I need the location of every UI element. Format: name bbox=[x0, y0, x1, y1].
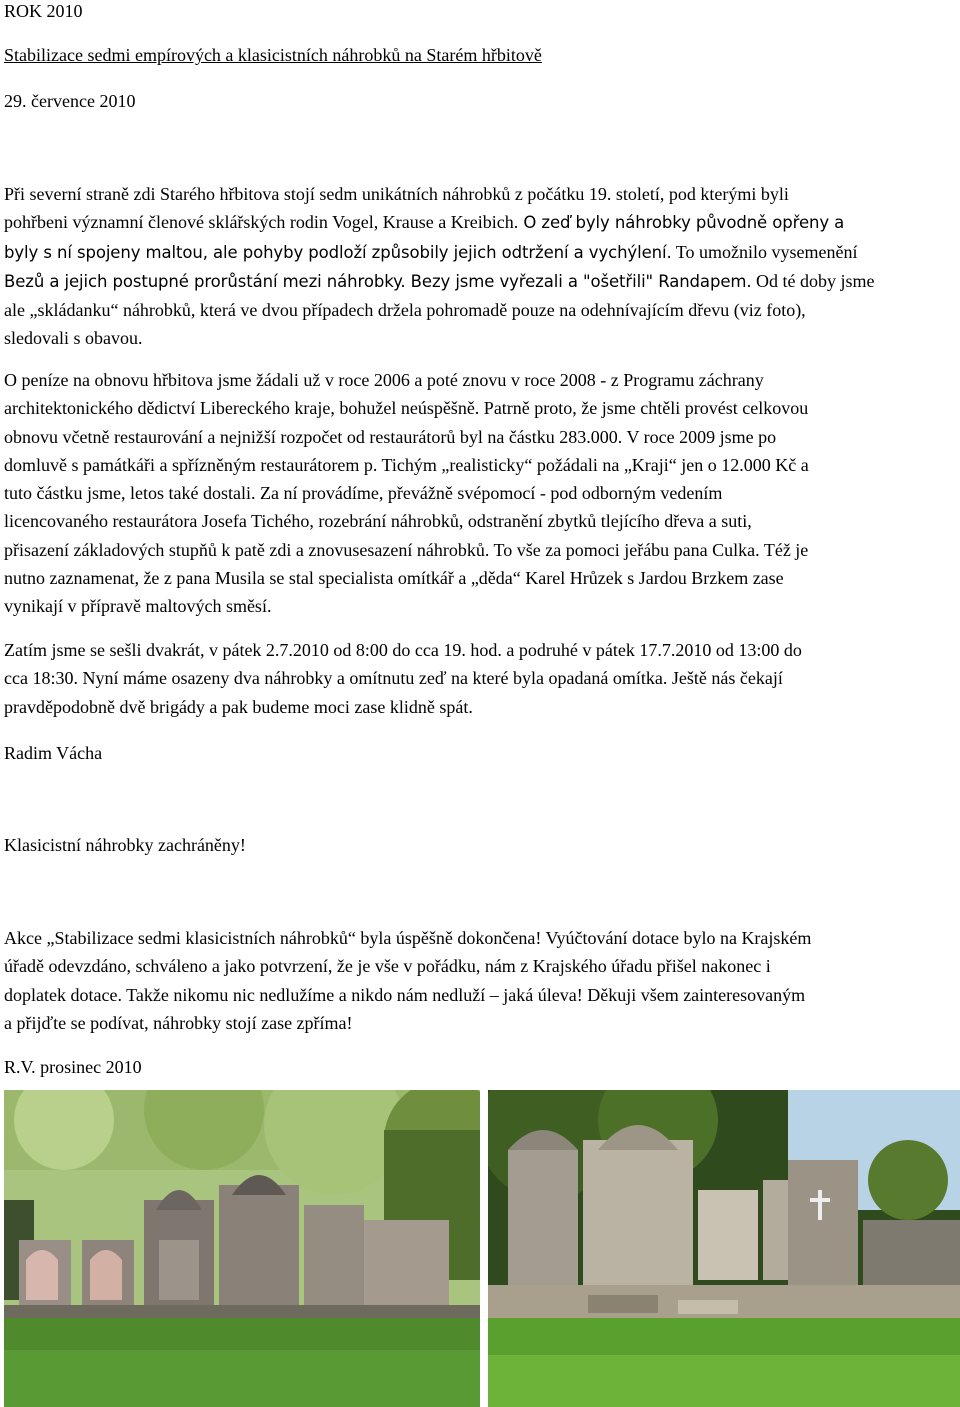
intro-line-4a: Bezů a jejich postupné prorůstání mezi náhrobky. Bezy jsme vyřezali a "ošetřili" Randapem. bbox=[4, 271, 752, 291]
intro-line-5: ale „skládanku“ náhrobků, která ve dvou případech držela pohromadě pouze na odehnívajícím dřevu (viz foto), bbox=[4, 300, 806, 321]
intro-line-2b: O zeď byly náhrobky původně opřeny a bbox=[518, 213, 845, 233]
year-heading: ROK 2010 bbox=[4, 1, 83, 21]
completion-line: doplatek dotace. Takže nikomu nic nedlužíme a nikdo nám nedluží – jaká úleva! Děkuji všem zainteresovaným bbox=[4, 984, 806, 1005]
funding-line: domluvě s památkáři a spřízněným restaurátorem p. Tichým „realisticky“ požádali na „Kraji“ jen o 12.000 Kč a bbox=[4, 454, 809, 475]
progress-line: cca 18:30. Nyní máme osazeny dva náhrobky a omítnutu zeď na které byla opadaná omítka. Ještě nás čekají bbox=[4, 668, 783, 689]
intro-line-1: Při severní straně zdi Starého hřbitova stojí sedm unikátních náhrobků z počátku 19. století, pod kterými byli bbox=[4, 184, 789, 204]
funding-line: O peníze na obnovu hřbitova jsme žádali už v roce 2006 a poté znovu v roce 2008 - z Programu záchrany bbox=[4, 370, 764, 390]
article-date: 29. července 2010 bbox=[4, 91, 136, 111]
article-title-link[interactable]: Stabilizace sedmi empírových a klasicistních náhrobků na Starém hřbitově bbox=[4, 45, 542, 65]
cemetery-tombstones-restoration-photo bbox=[488, 1090, 960, 1407]
completion-line: úřadě odevzdáno, schváleno a jako potvrzení, že je vše v pořádku, nám z Krajského úřadu přišel nakonec i bbox=[4, 956, 771, 977]
completion-line: Akce „Stabilizace sedmi klasicistních náhrobků“ byla úspěšně dokončena! Vyúčtování dotace bylo na Krajském bbox=[4, 928, 812, 948]
funding-line: vynikají v přípravě maltových směsí. bbox=[4, 596, 272, 617]
paragraph-completion bbox=[4, 924, 960, 1037]
funding-line: tuto částku jsme, letos také dostali. Za ní provádíme, převážně svépomocí - pod odborným vedením bbox=[4, 483, 723, 504]
progress-line: pravděpodobně dvě brigády a pak budeme moci zase klidně spát. bbox=[4, 696, 473, 717]
signature: R.V. prosinec 2010 bbox=[4, 1057, 142, 1077]
cemetery-tombstones-photo bbox=[4, 1090, 480, 1407]
intro-line-3b: To umožnilo vysemenění bbox=[671, 241, 858, 262]
funding-line: nutno zaznamenat, že z pana Musila se stal specialista omítkář a „děda“ Karel Hrůzek s Jardou Brzkem zase bbox=[4, 568, 784, 589]
progress-line: Zatím jsme se sešli dvakrát, v pátek 2.7.2010 od 8:00 do cca 19. hod. a podruhé v pátek 17.7.2010 od 13:00 do bbox=[4, 640, 802, 660]
subheading: Klasicistní náhrobky zachráněny! bbox=[4, 835, 246, 855]
paragraph-intro bbox=[4, 180, 960, 353]
paragraph-funding bbox=[4, 366, 960, 621]
intro-line-6: sledovali s obavou. bbox=[4, 328, 143, 349]
funding-line: architektonického dědictví Libereckého kraje, bohužel neúspěšně. Patrně proto, že jsme chtěli provést celkovou bbox=[4, 398, 809, 419]
author-name: Radim Vácha bbox=[4, 743, 103, 763]
intro-line-4b: Od té doby jsme bbox=[751, 270, 875, 291]
funding-line: obnovu včetně restaurování a nejnižší rozpočet od restaurátorů byl na částku 283.000. V roce 2009 jsme po bbox=[4, 426, 777, 447]
paragraph-progress bbox=[4, 636, 960, 721]
completion-line: a přijďte se podívat, náhrobky stojí zase zpříma! bbox=[4, 1012, 353, 1033]
funding-line: licencovaného restaurátora Josefa Tichého, rozebrání náhrobků, odstranění zbytků tlejícího dřeva a suti, bbox=[4, 511, 752, 532]
intro-line-3: byly s ní spojeny maltou, ale pohyby podloží způsobily jejich odtržení a vychýlení. bbox=[4, 242, 672, 262]
funding-line: přisazení základových stupňů k patě zdi a znovusesazení náhrobků. To vše za pomoci jeřábu pana Culka. Též je bbox=[4, 539, 809, 560]
intro-line-2a: pohřbeni významní členové sklářských rodin Vogel, Krause a Kreibich. bbox=[4, 212, 519, 233]
